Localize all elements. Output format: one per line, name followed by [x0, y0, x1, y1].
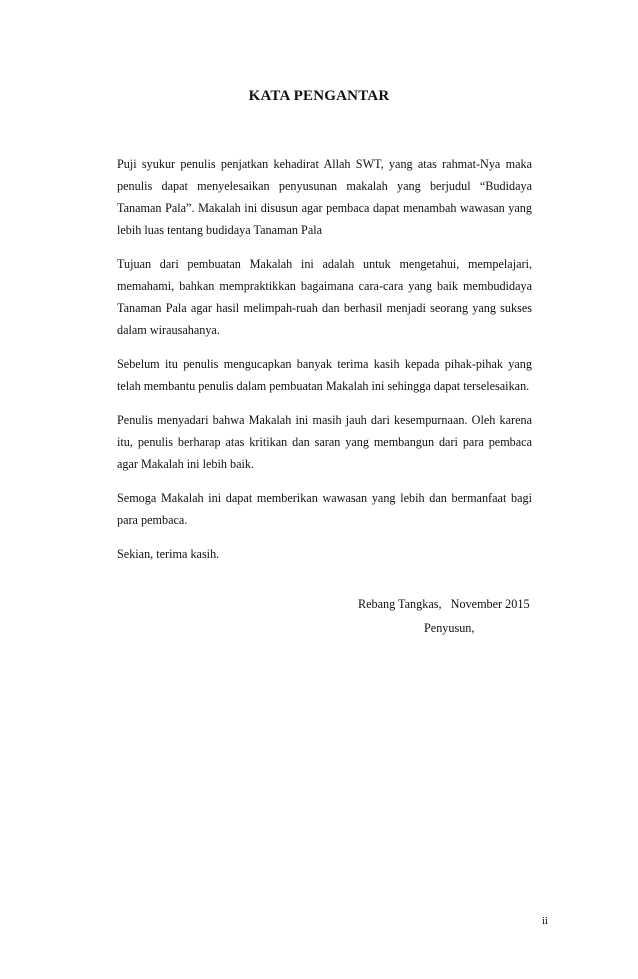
page-number: ii — [541, 915, 548, 927]
signature-block — [358, 592, 548, 640]
signature-place-date: Rebang Tangkas, November 2015 — [358, 597, 530, 611]
paragraph-3: Sebelum itu penulis mengucapkan banyak terima kasih kepada pihak-pihak yang telah membantu penulis dalam pembuatan Makalah ini sehingga dapat terselesaikan. — [117, 357, 532, 393]
paragraph-2: Tujuan dari pembuatan Makalah ini adalah untuk mengetahui, mempelajari, memahami, bahkan mempraktikkan bagaimana cara-cara yang baik membudidaya Tanaman Pala agar hasil melimpah-ruah dan berhasil menjadi seorang yang sukses dalam wirausahanya. — [117, 257, 532, 337]
document-body — [117, 153, 532, 577]
paragraph-1: Puji syukur penulis penjatkan kehadirat Allah SWT, yang atas rahmat-Nya maka penulis dapat menyelesaikan penyusunan makalah yang berjudul “Budidaya Tanaman Pala”. Makalah ini disusun agar pembaca dapat menambah wawasan yang lebih luas tentang budidaya Tanaman Pala — [117, 157, 532, 237]
paragraph-5: Semoga Makalah ini dapat memberikan wawasan yang lebih dan bermanfaat bagi para pembaca. — [117, 491, 532, 527]
paragraph-6: Sekian, terima kasih. — [117, 547, 220, 561]
paragraph-4: Penulis menyadari bahwa Makalah ini masih jauh dari kesempurnaan. Oleh karena itu, penulis berharap atas kritikan dan saran yang membangun dari para pembaca agar Makalah ini lebih baik. — [117, 413, 532, 471]
signature-role: Penyusun, — [424, 621, 475, 635]
page-title: KATA PENGANTAR — [248, 88, 390, 104]
